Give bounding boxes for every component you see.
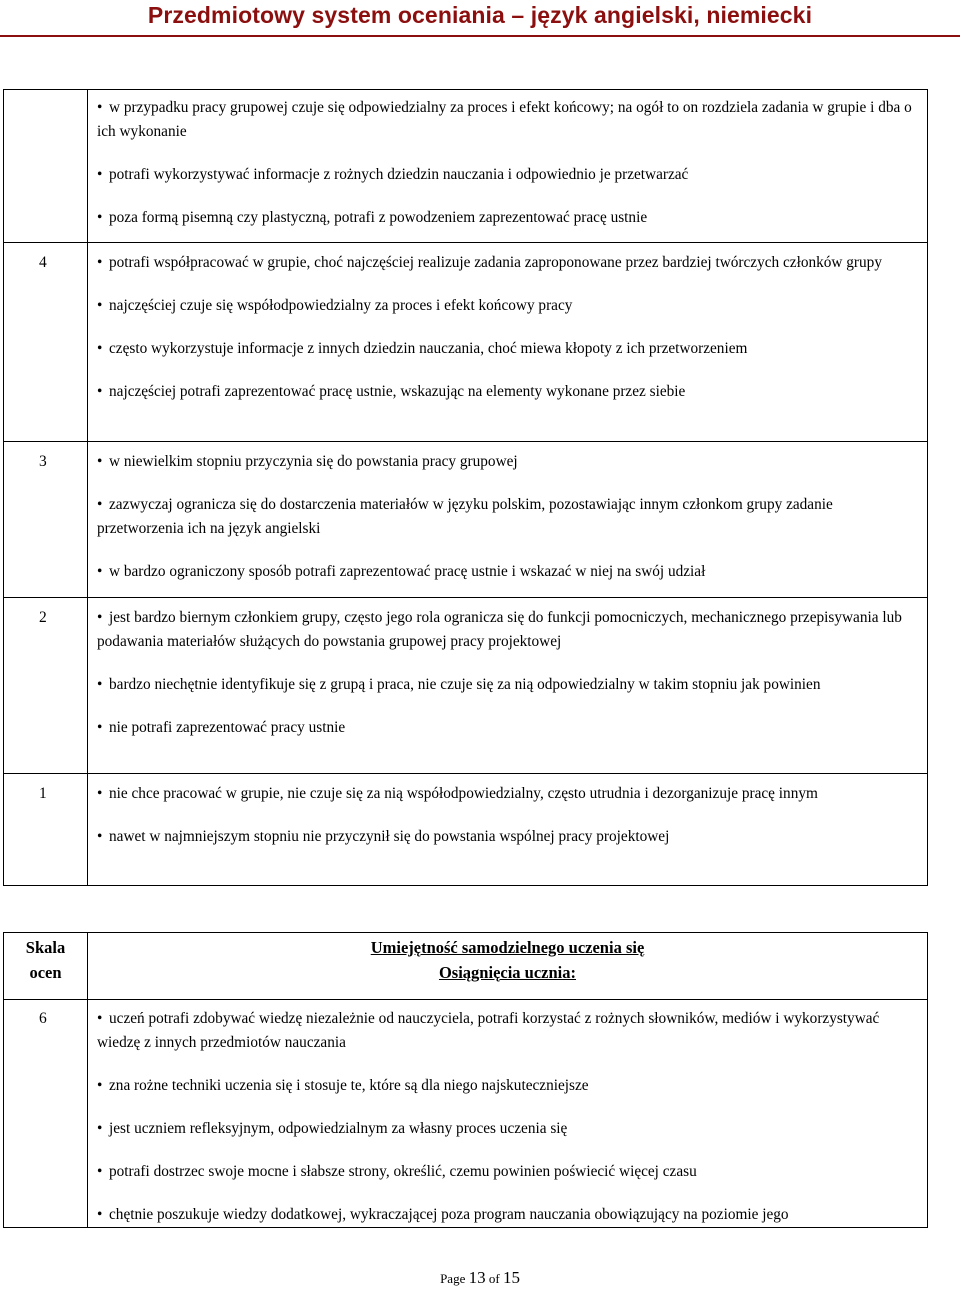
page-header xyxy=(0,0,960,38)
criteria-text: poza formą pisemną czy plastyczną, potrafi z powodzeniem zaprezentować pracę ustnie xyxy=(109,209,648,226)
grade-value: 2 xyxy=(39,609,47,626)
section-subtitle: Osiągnięcia ucznia: xyxy=(438,963,577,982)
bullet-icon: • xyxy=(97,1163,103,1180)
criteria-cell xyxy=(88,1000,928,1228)
grade-cell xyxy=(4,243,88,442)
bullet-icon: • xyxy=(97,785,103,802)
criteria-item xyxy=(97,1117,919,1141)
assessment-table-self-learning xyxy=(3,932,928,1228)
bullet-icon: • xyxy=(97,166,103,183)
bullet-icon: • xyxy=(97,1010,103,1027)
criteria-item xyxy=(97,206,919,230)
criteria-item xyxy=(97,560,919,584)
of-word: of xyxy=(488,1271,500,1286)
grade-cell xyxy=(4,442,88,598)
header-rule xyxy=(0,35,960,37)
section-title: Umiejętność samodzielnego uczenia się xyxy=(370,938,645,957)
criteria-text: w niewielkim stopniu przyczynia się do powstania pracy grupowej xyxy=(109,453,518,470)
criteria-cell xyxy=(88,442,928,598)
skala-ocen-header xyxy=(4,933,88,1000)
criteria-text: najczęściej czuje się współodpowiedzialny za proces i efekt końcowy pracy xyxy=(109,297,573,314)
criteria-item xyxy=(97,450,919,474)
criteria-item xyxy=(97,251,919,275)
criteria-text: chętnie poszukuje wiedzy dodatkowej, wykraczającej poza program nauczania obowiązujący na poziomie jego xyxy=(109,1206,789,1223)
bullet-icon: • xyxy=(97,99,103,116)
criteria-text: potrafi współpracować w grupie, choć najczęściej realizuje zadania zaproponowane przez bardziej twórczych członków grupy xyxy=(109,254,882,271)
criteria-item xyxy=(97,163,919,187)
table-row xyxy=(4,774,928,886)
bullet-icon: • xyxy=(97,209,103,226)
grade-cell xyxy=(4,598,88,774)
criteria-item xyxy=(97,294,919,318)
criteria-item xyxy=(97,380,919,404)
grade-value: 3 xyxy=(39,453,47,470)
grade-cell xyxy=(4,1000,88,1228)
ocen-label: ocen xyxy=(29,963,62,982)
bullet-icon: • xyxy=(97,676,103,693)
table-row xyxy=(4,598,928,774)
bullet-icon: • xyxy=(97,1206,103,1223)
criteria-item xyxy=(97,606,919,654)
bullet-icon: • xyxy=(97,496,103,513)
bullet-icon: • xyxy=(97,453,103,470)
criteria-item xyxy=(97,1203,919,1227)
criteria-cell xyxy=(88,774,928,886)
criteria-item xyxy=(97,1007,919,1055)
criteria-text: nie chce pracować w grupie, nie czuje się za nią współodpowiedzialny, często utrudnia i dezorganizuje pracę innym xyxy=(109,785,818,802)
table-row xyxy=(4,90,928,243)
criteria-item xyxy=(97,1074,919,1098)
bullet-icon: • xyxy=(97,1120,103,1137)
criteria-item xyxy=(97,493,919,541)
criteria-text: w bardzo ograniczony sposób potrafi zaprezentować pracę ustnie i wskazać w niej na swój udział xyxy=(109,563,706,580)
grade-cell xyxy=(4,90,88,243)
section-title-cell xyxy=(88,933,928,1000)
criteria-item xyxy=(97,782,919,806)
bullet-icon: • xyxy=(97,383,103,400)
grade-value: 1 xyxy=(39,785,47,802)
criteria-cell xyxy=(88,90,928,243)
bullet-icon: • xyxy=(97,254,103,271)
grade-value: 4 xyxy=(39,254,47,271)
criteria-text: jest uczniem refleksyjnym, odpowiedzialnym za własny proces uczenia się xyxy=(109,1120,568,1137)
criteria-text: zna rożne techniki uczenia się i stosuje te, które są dla niego najskuteczniejsze xyxy=(109,1077,589,1094)
table-row xyxy=(4,243,928,442)
criteria-item xyxy=(97,96,919,144)
criteria-item xyxy=(97,673,919,697)
total-pages: 15 xyxy=(502,1268,520,1287)
assessment-table-group-work xyxy=(3,89,928,886)
skala-label: Skala xyxy=(25,938,66,957)
criteria-text: potrafi dostrzec swoje mocne i słabsze strony, określić, czemu powinien poświecić więcej czasu xyxy=(109,1163,697,1180)
criteria-item xyxy=(97,1160,919,1184)
criteria-item xyxy=(97,716,919,740)
criteria-text: najczęściej potrafi zaprezentować pracę ustnie, wskazując na elementy wykonane przez siebie xyxy=(109,383,686,400)
criteria-item xyxy=(97,825,919,849)
page-footer xyxy=(0,1268,960,1288)
criteria-text: nie potrafi zaprezentować pracy ustnie xyxy=(109,719,346,736)
page-word: Page xyxy=(440,1271,466,1286)
bullet-icon: • xyxy=(97,828,103,845)
grade-value: 6 xyxy=(39,1010,47,1027)
criteria-text: zazwyczaj ogranicza się do dostarczenia materiałów w języku polskim, pozostawiając innym członkom grupy zadanie przetworzenia ich na język angielski xyxy=(97,496,833,537)
criteria-cell xyxy=(88,243,928,442)
criteria-text: w przypadku pracy grupowej czuje się odpowiedzialny za proces i efekt końcowy; na ogół to on rozdziela zadania w grupie i dba o ich wykonanie xyxy=(97,99,912,140)
table-row xyxy=(4,1000,928,1228)
criteria-text: nawet w najmniejszym stopniu nie przyczynił się do powstania wspólnej pracy projektowej xyxy=(109,828,670,845)
criteria-text: często wykorzystuje informacje z innych dziedzin nauczania, choć miewa kłopoty z ich przetworzeniem xyxy=(109,340,748,357)
criteria-cell xyxy=(88,598,928,774)
table-header-row xyxy=(4,933,928,1000)
bullet-icon: • xyxy=(97,609,103,626)
header-title: Przedmiotowy system oceniania – język angielski, niemiecki xyxy=(147,2,813,28)
bullet-icon: • xyxy=(97,297,103,314)
grade-cell xyxy=(4,774,88,886)
bullet-icon: • xyxy=(97,1077,103,1094)
table-row xyxy=(4,442,928,598)
criteria-text: potrafi wykorzystywać informacje z rożnych dziedzin nauczania i odpowiednio je przetwarzać xyxy=(109,166,689,183)
criteria-text: jest bardzo biernym członkiem grupy, często jego rola ogranicza się do funkcji pomocniczych, mechanicznego przepisywania lub podawania materiałów służących do powstania grupowej pracy projektowej xyxy=(97,609,902,650)
bullet-icon: • xyxy=(97,563,103,580)
page-number: 13 xyxy=(468,1268,486,1287)
criteria-text: uczeń potrafi zdobywać wiedzę niezależnie od nauczyciela, potrafi korzystać z rożnych słowników, mediów i wykorzystywać wiedzę z innych przedmiotów nauczania xyxy=(97,1010,880,1051)
criteria-text: bardzo niechętnie identyfikuje się z grupą i praca, nie czuje się za nią odpowiedzialny w takim stopniu jak powinien xyxy=(109,676,821,693)
criteria-item xyxy=(97,337,919,361)
bullet-icon: • xyxy=(97,719,103,736)
bullet-icon: • xyxy=(97,340,103,357)
